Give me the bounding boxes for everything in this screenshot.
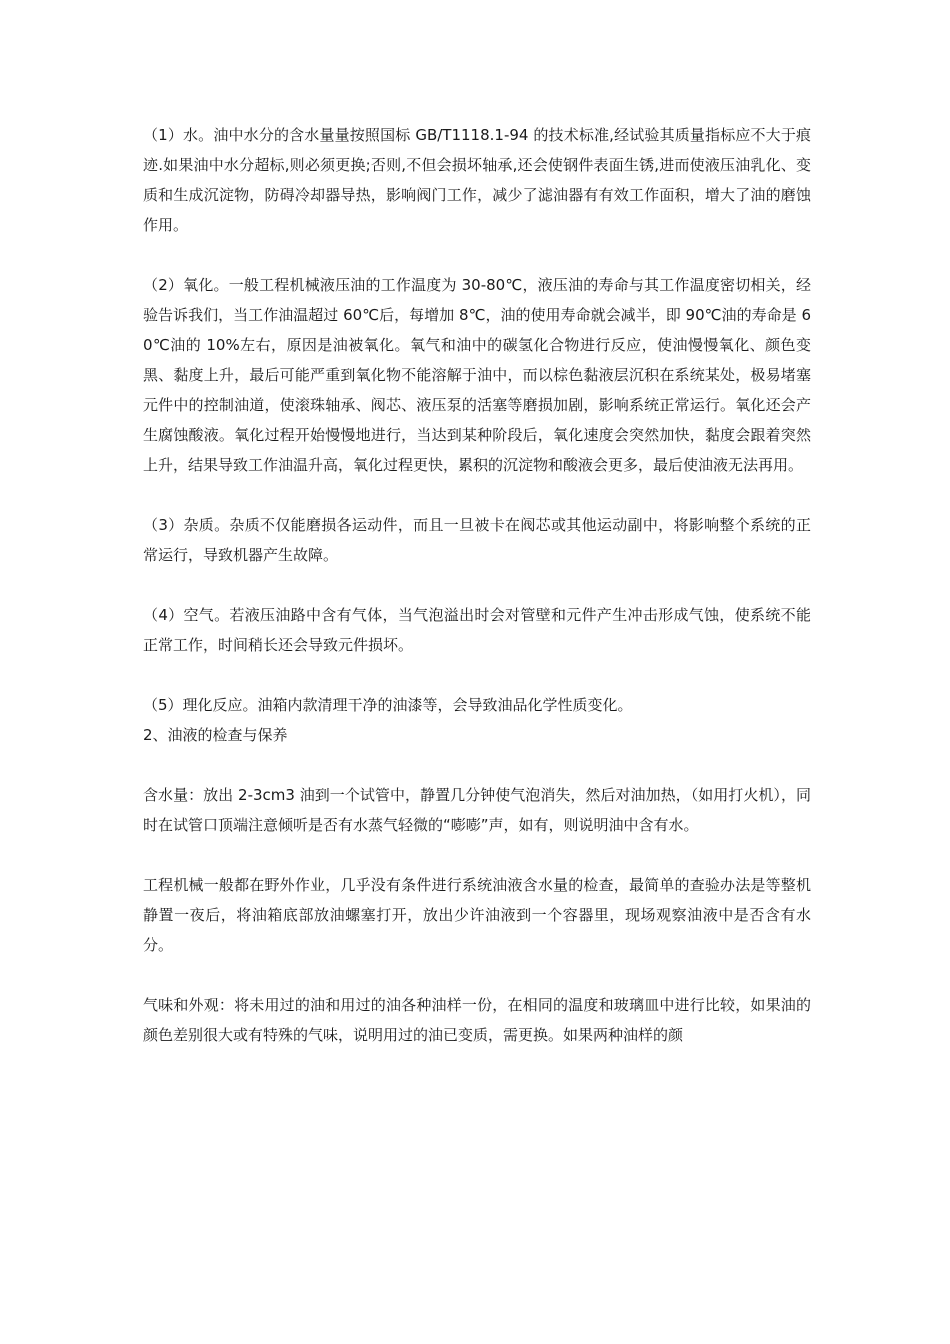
paragraph-impurities: （3）杂质。杂质不仅能磨损各运动件，而且一旦被卡在阀芯或其他运动副中，将影响整个系统的正常运行，导致机器产生故障。 <box>143 516 811 564</box>
section-heading: 2、油液的检查与保养 <box>143 726 288 744</box>
paragraph-smell-appearance: 气味和外观：将未用过的油和用过的油各种油样一份，在相同的温度和玻璃皿中进行比较，如果油的颜色差别很大或有特殊的气味，说明用过的油已变质，需更换。如果两种油样的颜 <box>143 996 811 1044</box>
paragraph-oxidation: （2）氧化。一般工程机械液压油的工作温度为 30-80℃，液压油的寿命与其工作温度密切相关，经验告诉我们，当工作油温超过 60℃后，每增加 8℃，油的使用寿命就会减半，即 90℃油的寿命是 60℃油的 10%左右，原因是油被氧化。氧气和油中的碳氢化合物进行反应，使油慢慢氧化、颜色变黑、黏度上升，最后可能严重到氧化物不能溶解于油中，而以棕色黏液层沉积在系统某处，极易堵塞元件中的控制油道，使滚珠轴承、阀芯、液压泵的活塞等磨损加剧，影响系统正常运行。氧化还会产生腐蚀酸液。氧化过程开始慢慢地进行，当达到某种阶段后，氧化速度会突然加快，黏度会跟着突然上升，结果导致工作油温升高，氧化过程更快，累积的沉淀物和酸液会更多，最后使油液无法再用。 <box>143 276 811 474</box>
paragraph-water-content: 含水量：放出 2-3cm3 油到一个试管中，静置几分钟使气泡消失，然后对油加热，（如用打火机），同时在试管口顶端注意倾听是否有水蒸气轻微的“嘭嘭”声，如有，则说明油中含有水。 <box>143 786 811 834</box>
paragraph-air: （4）空气。若液压油路中含有气体，当气泡溢出时会对管壁和元件产生冲击形成气蚀，使系统不能正常工作，时间稍长还会导致元件损坏。 <box>143 606 811 654</box>
document-page <box>143 120 811 1050</box>
paragraph-water: （1）水。油中水分的含水量量按照国标 GB/T1118.1-94 的技术标准,经试验其质量指标应不大于痕迹.如果油中水分超标,则必须更换;否则,不但会损坏轴承,还会使钢件表面生锈,进而使液压油乳化、变质和生成沉淀物，防碍冷却器导热，影响阀门工作，减少了滤油器有有效工作面积，增大了油的磨蚀作用。 <box>143 126 811 234</box>
paragraph-field-check: 工程机械一般都在野外作业，几乎没有条件进行系统油液含水量的检查，最简单的查验办法是等整机静置一夜后，将油箱底部放油螺塞打开，放出少许油液到一个容器里，现场观察油液中是否含有水分。 <box>143 876 811 954</box>
paragraph-chemical-reaction: （5）理化反应。油箱内款清理干净的油漆等，会导致油品化学性质变化。 <box>143 696 633 714</box>
